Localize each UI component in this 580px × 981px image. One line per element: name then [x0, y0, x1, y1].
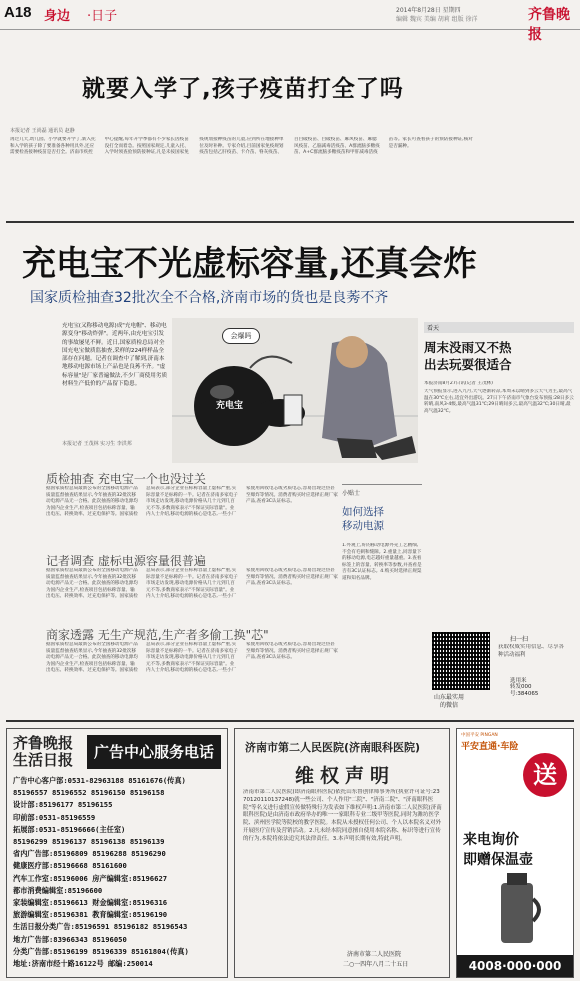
tips-box	[342, 484, 422, 696]
ad-hospital-notice	[234, 728, 450, 978]
qr-caption: 山东最实用 的微信	[434, 694, 465, 709]
article2-subtitle: 国家质检抽查32批次全不合格,济南市场的货也是良莠不齐	[30, 290, 389, 306]
tips-body: 1.外观上,好的移动电源外壳工艺精细,不会有毛刺和缝隙。2.重量上,同容量下的移动电源,电芯越好重量越重。3.查看标签上的容量、转换率等参数,并查看是否有3C认证标志。4.购买时选择正规渠道和知名品牌。	[342, 543, 422, 581]
pingan-line2: 即赠保温壶	[463, 852, 533, 868]
pingan-line1: 来电询价	[463, 832, 519, 848]
ad-phone-line: 都市消费编辑室:85196600	[13, 885, 103, 895]
ad-title-b: 生活日报	[13, 751, 74, 769]
editors: 编辑 魏宾 美编 胡莉 组版 徐洋	[396, 16, 478, 23]
weather-author: 本报济南8月27日讯(记者 王茂林)	[424, 381, 493, 386]
article2-body-2: 据国家质检总局最新公布的全国移动电源产品质量监督抽查结果显示,今年抽查的32批次移动电源产品无一合格。此次抽查的移动电源均为国内企业生产,检查项目包括标称容量、输出电压、转换效率、过充电保护等。国家质检总局表示,部分企业在标称容量上虚标严重,实际容量不足标称的一半。记者在济南多家电子市场走访发现,移动电源价格从几十元到几百元不等,多数商家表示"不保证实际容量"。业内人士介绍,移动电源的核心是电芯,一些小厂家使用回收电芯或劣质电芯,容易出现过热甚至爆炸等情况。消费者购买时应选择正规厂家产品,查看3C认证标志。	[46, 568, 338, 600]
article1-author: 本报记者 王尚磊 通讯员 赵静	[10, 128, 75, 134]
pingan-small: 中国平安 PINGAN	[461, 733, 498, 738]
article2-author: 本报记者 王茂林 实习生 李洪邦	[62, 441, 132, 447]
article1-body: 再过几天,幼儿园、小学就要开学了,新入托和入学的孩子除了要准备各种用具外,还应需要检查接种疫苗是否打全。济南市疾控中心提醒,每年开学季都有不少家长因疫苗没打全而着急。按照国家规定,儿童入托、入学时须查验预防接种证,凡是未按国家免疫规划接种疫苗的儿童,应到所在地接种单位及时补种。专家介绍,目前国家免疫规划疫苗包括乙肝疫苗、卡介苗、脊灰疫苗、百白破疫苗、白破疫苗、麻风疫苗、麻腮风疫苗、乙脑减毒活疫苗、A群流脑多糖疫苗、A+C群流脑多糖疫苗和甲肝减毒活疫苗等。家长可查看孩子的预防接种证,核对是否漏种。	[10, 137, 473, 156]
qr-line2: 获取权威实用信息、尽享各种活动福利	[498, 644, 565, 658]
qr-select: 选用米	[510, 678, 527, 684]
tips-label: 小贴士	[342, 490, 361, 497]
article2-lead: 充电宝(又称移动电源)成"充电帽"、移动电源变身"移动炸弹"。近两年,由充电宝引发的事故屡见不鲜。近日,国家质检总局对全国充电宝做质监抽查,采样的224样样品全部存在问题。记者在调查中了解到,济南本地移动电源市场上产品也是良莠不齐。"虚标容量"是厂家普遍做法,不少厂商使用劣质材料生产低价的产品留下隐患。	[62, 323, 168, 388]
ad-phone-line: 印前部:0531-85196559	[13, 812, 96, 822]
section1-title: 质检抽查 充电宝一个也没过关	[46, 472, 206, 486]
ad-phone-line: 汽车工作室:85196006 房产编辑室:85196627	[13, 873, 168, 883]
notice-title: 维权声明	[295, 765, 396, 787]
article1-title: 就要入学了,孩子疫苗打全了吗	[82, 76, 404, 102]
tips-title: 如何选择 移动电源	[342, 506, 384, 532]
page-number: A18	[4, 4, 32, 21]
gift-badge: 送	[523, 753, 567, 797]
page-header	[0, 0, 580, 43]
speech-bubble	[222, 328, 260, 344]
article2-title: 充电宝不光虚标容量,还真会炸	[22, 244, 477, 284]
notice-signature: 济南市第二人民医院	[347, 951, 402, 958]
section-sub: ·日子	[87, 9, 118, 24]
ad-phone-line: 拓展部:0531-85196666(主任室)	[13, 824, 126, 834]
section2-title: 记者调查 虚标电源容量很普遍	[46, 554, 206, 568]
ad-phone-line: 地址:济南市经十路16122号 邮编:250014	[13, 959, 153, 969]
section-name: 身边	[44, 9, 71, 24]
bubble-text: 会爆吗	[230, 332, 252, 340]
bomb-illustration	[172, 318, 418, 463]
ad-phone-line: 家装编辑室:85196613 财金编辑室:85196316	[13, 898, 168, 908]
section3-title: 商家透露 无生产规范,生产者多偷工换"芯"	[46, 628, 269, 642]
thermos-icon	[487, 869, 547, 949]
qr-code[interactable]	[432, 632, 490, 690]
pingan-phone[interactable]: 4008·000·000	[457, 955, 573, 977]
ad-phone-line: 85196299 85196137 85196138 85196139	[13, 837, 165, 847]
weather-title: 周末没雨又不热 出去玩耍很适合	[424, 340, 512, 372]
pingan-brand: 平安直通·车险	[461, 742, 519, 752]
weather-tag: 看天	[424, 322, 574, 333]
ad-title-c: 广告中心服务电话	[87, 735, 221, 769]
weather-body: 天气预报显示,进入九月,天气逐渐转凉,本周末以晴到多云天气为主,最高气温在30℃左右,适宜外出游玩。27日下午济南市气象台发布预报:28日多云转晴,南风3-4级,最高气温31℃;29日晴间多云,最高气温32℃;30日晴,最高气温32℃。	[424, 389, 574, 414]
ad-phone-line: 分类广告部:85196199 85196339 85161804(传真)	[13, 946, 189, 956]
ad-title-a: 齐鲁晚报	[13, 734, 74, 752]
ad-service-phones	[6, 728, 228, 978]
ad-phone-line: 生活日报分类广告:85196591 85196182 85196543	[13, 922, 188, 932]
ad-phone-line: 地方广告部:83966343 85196050	[13, 934, 127, 944]
bomb-label: 充电宝	[216, 401, 244, 411]
article2-body-3: 据国家质检总局最新公布的全国移动电源产品质量监督抽查结果显示,今年抽查的32批次移动电源产品无一合格。此次抽查的移动电源均为国内企业生产,检查项目包括标称容量、输出电压、转换效率、过充电保护等。国家质检总局表示,部分企业在标称容量上虚标严重,实际容量不足标称的一半。记者在济南多家电子市场走访发现,移动电源价格从几十元到几百元不等,多数商家表示"不保证实际容量"。业内人士介绍,移动电源的核心是电芯,一些小厂家使用回收电芯或劣质电芯,容易出现过热甚至爆炸等情况。消费者购买时应选择正规厂家产品,查看3C认证标志。	[46, 642, 338, 674]
ad-phone-line: 85196557 85196552 85196150 85196158	[13, 788, 165, 798]
hospital-name: 济南市第二人民医院(济南眼科医院)	[245, 741, 421, 754]
notice-date: 二○一四年八月二十五日	[343, 961, 409, 968]
ad-phone-line: 广告中心客户部:0531-82963188 85161676(传真)	[13, 776, 186, 785]
divider	[6, 720, 574, 722]
qr-ids: 转发000 号:384065	[510, 684, 539, 697]
divider	[6, 221, 574, 223]
issue-date: 2014年8月28日 星期四	[396, 7, 461, 14]
ad-phone-line: 设计部:85196177 85196155	[13, 800, 113, 810]
weather-column	[424, 322, 574, 652]
ad-phone-line: 旅游编辑室:85196381 教育编辑室:85196190	[13, 910, 168, 920]
ad-pingan	[456, 728, 574, 978]
ad-phone-line: 健康医疗部:85196668 85161600	[13, 861, 127, 871]
qr-line1: 扫一扫	[510, 636, 529, 643]
article2-body-1: 据国家质检总局最新公布的全国移动电源产品质量监督抽查结果显示,今年抽查的32批次移动电源产品无一合格。此次抽查的移动电源均为国内企业生产,检查项目包括标称容量、输出电压、转换效率、过充电保护等。国家质检总局表示,部分企业在标称容量上虚标严重,实际容量不足标称的一半。记者在济南多家电子市场走访发现,移动电源价格从几十元到几百元不等,多数商家表示"不保证实际容量"。业内人士介绍,移动电源的核心是电芯,一些小厂家使用回收电芯或劣质电芯,容易出现过热甚至爆炸等情况。消费者购买时应选择正规厂家产品,查看3C认证标志。	[46, 486, 338, 518]
ad-lines	[13, 775, 223, 970]
newspaper-logo: 齐鲁晚报	[528, 7, 570, 43]
notice-body: 济南市第二人民医院(即济南眼科医院)依托山东鲁创律师事务所(执业许可证号:2370120110137248)就一些公司、个人作用"二院"、"济南二院"、"济南眼科医院"等名义进行虚假宣传做特殊行为发表如下维权声明:1.济南市第二人民医院(济南眼科医院)是由济南市政府举办的唯一一家眼科专业二级甲等医院,同时为潍坊医学院、滨州医学院等院校的教学医院。本院从未授权任何公司、个人以本院名义对外开展医疗宣传及营销活动。2.凡未经本院同意擅自使用本院名称、标识等进行宣传的行为,本院将依法追究其法律责任。3.本声明长期有效,特此声明。	[243, 789, 442, 842]
ad-phone-line: 省内广告部:85196809 85196288 85196290	[13, 849, 166, 859]
